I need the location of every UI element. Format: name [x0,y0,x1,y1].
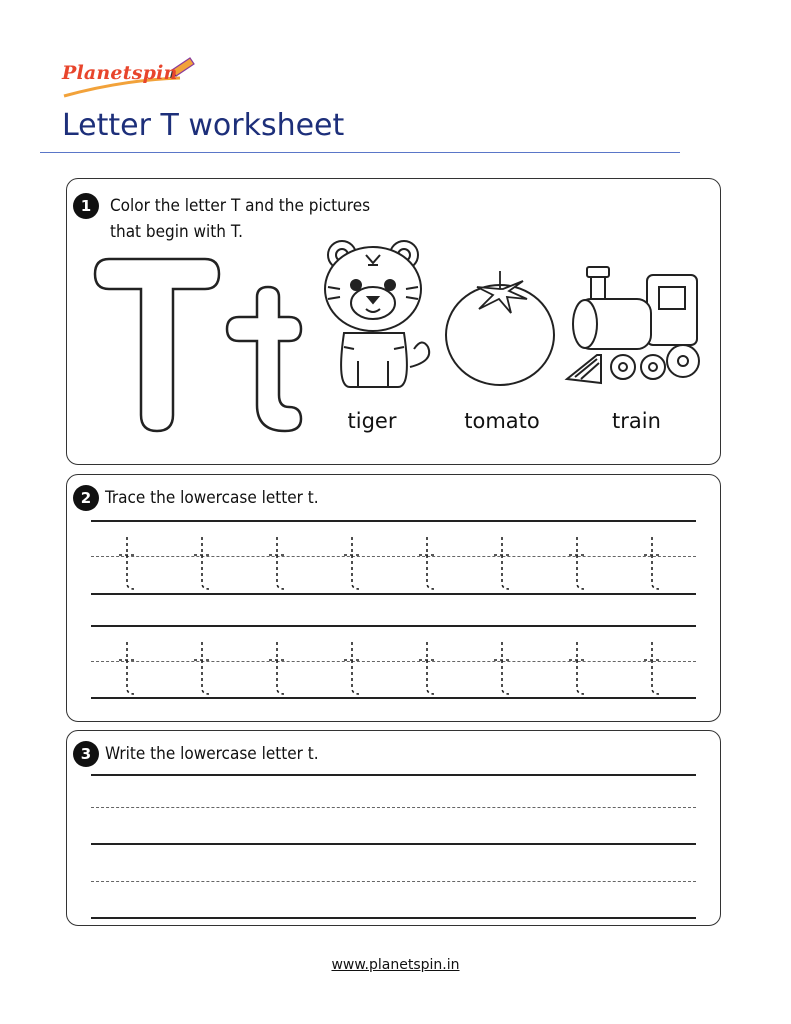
trace-letters-row-1[interactable] [67,535,722,595]
section-2-instruction: Trace the lowercase letter t. [105,488,319,508]
tomato-icon[interactable] [445,269,555,389]
logo-text: Planetspin [62,62,178,84]
section-1-instruction-line2: that begin with T. [110,222,244,242]
section-3-instruction: Write the lowercase letter t. [105,744,319,764]
writing-mid-line[interactable] [91,807,696,808]
tiger-icon[interactable] [322,237,437,392]
planetspin-logo [62,56,202,102]
picture-label-train: train [612,409,661,433]
title-divider [40,152,680,153]
train-icon[interactable] [567,259,702,394]
picture-label-tiger: tiger [347,409,397,433]
writing-mid-line[interactable] [91,881,696,882]
section-number-badge: 3 [73,741,99,767]
section-number-badge: 1 [73,193,99,219]
uppercase-t-outline[interactable] [95,257,220,432]
lowercase-t-outline[interactable] [227,287,305,435]
writing-top-line [91,520,696,522]
page-title: Letter T worksheet [62,108,345,143]
section-2-panel [66,474,721,722]
section-3-panel [66,730,721,926]
footer-url-link[interactable]: www.planetspin.in [331,957,460,973]
writing-base-line [91,917,696,919]
section-number-badge: 2 [73,485,99,511]
section-1-instruction-line1: Color the letter T and the pictures [110,196,371,216]
trace-letters-row-2[interactable] [67,640,722,700]
writing-top-line [91,625,696,627]
writing-base-line [91,843,696,845]
section-1-panel [66,178,721,465]
picture-label-tomato: tomato [464,409,540,433]
writing-top-line [91,774,696,776]
